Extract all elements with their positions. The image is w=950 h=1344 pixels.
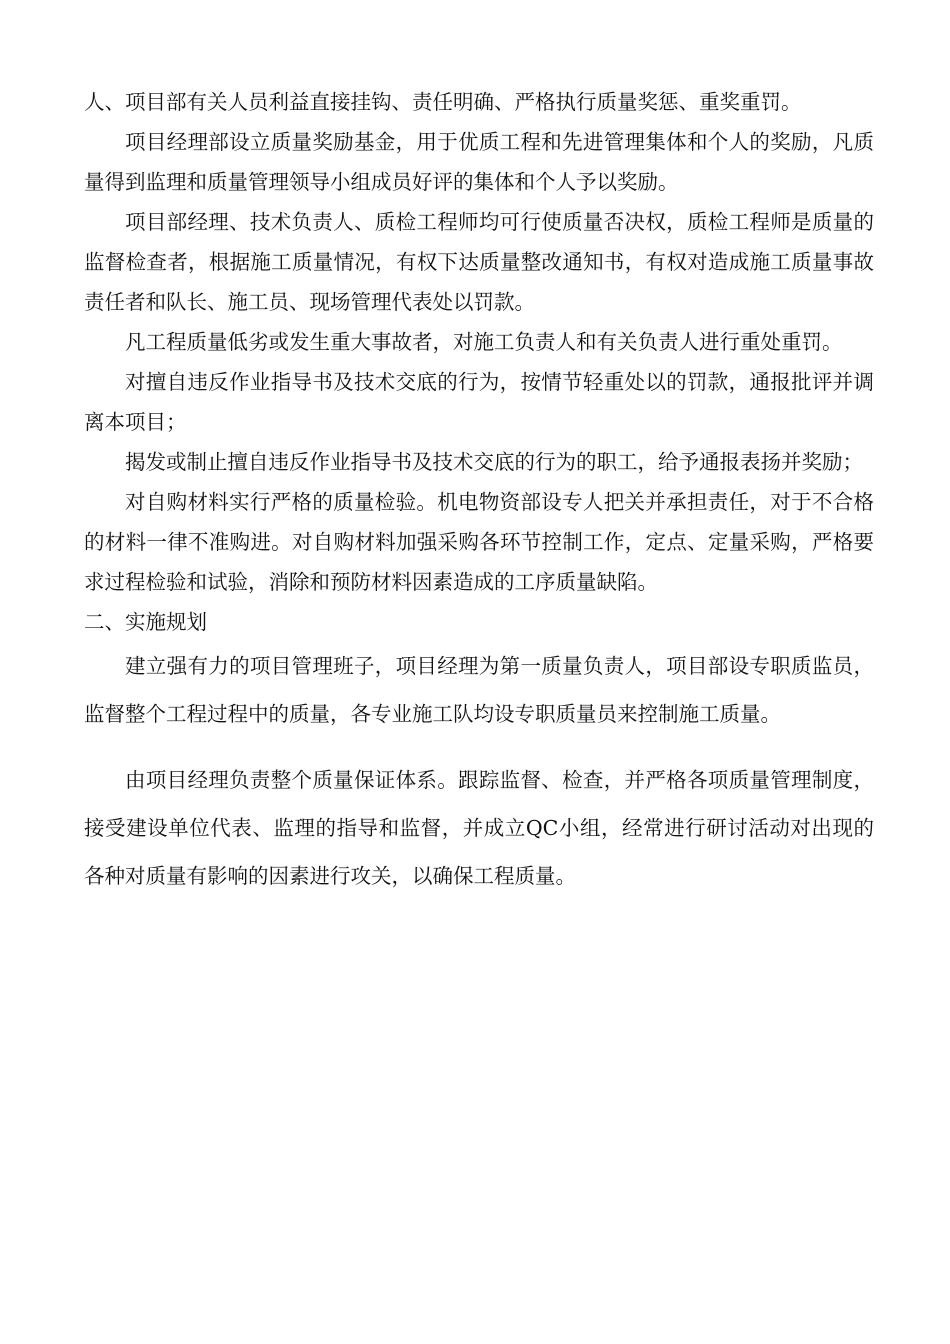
paragraph-reward-fund: 项目经理部设立质量奖励基金，用于优质工程和先进管理集体和个人的奖励，凡质量得到监理和质量管理领导小组成员好评的集体和个人予以奖励。 (84, 130, 874, 194)
paragraph-management-team: 建立强有力的项目管理班子，项目经理为第一质量负责人，项目部设专职质监员，监督整个工程过程中的质量，各专业施工队均设专职质量员来控制施工质量。 (84, 654, 874, 726)
paragraph-material-inspection: 对自购材料实行严格的质量检验。机电物资部设专人把关并承担责任，对于不合格的材料一律不准购进。对自购材料加强采购各环节控制工作，定点、定量采购，严格要求过程检验和试验，消除和预防材料因素造成的工序质量缺陷。 (84, 490, 874, 594)
paragraph-quality-system: 由项目经理负责整个质量保证体系。跟踪监督、检查，并严格各项质量管理制度，接受建设单位代表、监理的指导和监督，并成立QC小组，经常进行研讨活动对出现的各种对质量有影响的因素进行攻关，以确保工程质量。 (84, 768, 874, 888)
paragraph-quality-veto: 项目部经理、技术负责人、质检工程师均可行使质量否决权，质检工程师是质量的监督检查者，根据施工质量情况，有权下达质量整改通知书，有权对造成施工质量事故责任者和队长、施工员、现场管理代表处以罚款。 (84, 210, 874, 314)
paragraph-continued: 人、项目部有关人员利益直接挂钩、责任明确、严格执行质量奖惩、重奖重罚。 (84, 90, 802, 114)
paragraph-major-accident: 凡工程质量低劣或发生重大事故者，对施工负责人和有关负责人进行重处重罚。 (125, 330, 843, 354)
paragraph-whistleblower-reward: 揭发或制止擅自违反作业指导书及技术交底的行为的职工，给予通报表扬并奖励； (125, 450, 863, 474)
document-page (84, 82, 874, 900)
paragraph-violation-penalty: 对擅自违反作业指导书及技术交底的行为，按情节轻重处以的罚款，通报批评并调离本项目； (84, 370, 874, 434)
section-heading: 二、实施规划 (84, 610, 207, 634)
